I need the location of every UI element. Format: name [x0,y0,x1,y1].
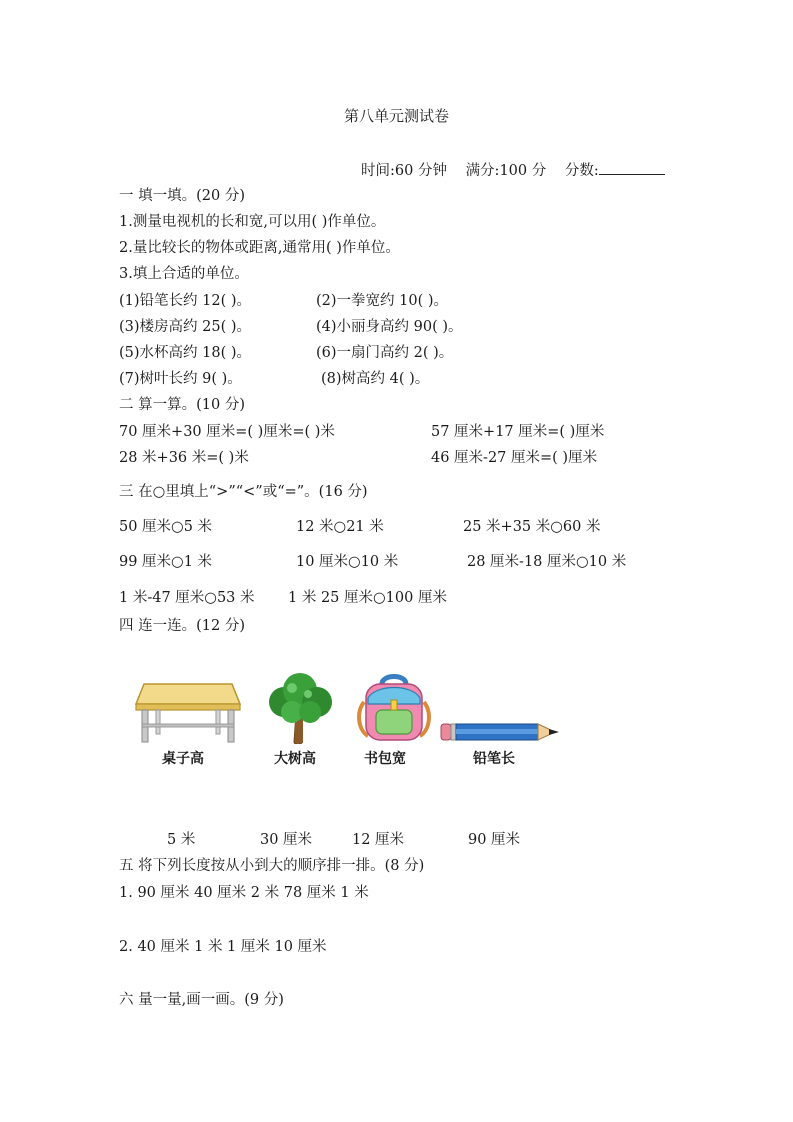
question-1-3: 3.填上合适的单位。 [119,266,249,282]
calc-item: 70 厘米+30 厘米=( )厘米=( )米 [119,424,335,440]
exam-header [361,160,679,180]
order-question-1: 1. 90 厘米 40 厘米 2 米 78 厘米 1 米 [119,885,369,901]
score-blank[interactable] [599,160,665,175]
compare-item: 99 厘米○1 米 [119,554,213,570]
schoolbag-illustration [356,672,432,744]
unit-item: (7)树叶长约 9( )。 [119,371,242,387]
match-value: 5 米 [167,832,196,848]
unit-item: (5)水杯高约 18( )。 [119,345,252,361]
unit-item: (6)一扇门高约 2( )。 [316,345,454,361]
table-illustration [134,672,242,744]
match-value: 90 厘米 [468,832,521,848]
compare-item: 25 米+35 米○60 米 [463,519,601,535]
section-6-heading: 六 量一量,画一画。(9 分) [119,992,284,1008]
question-1-1: 1.测量电视机的长和宽,可以用( )作单位。 [119,214,386,230]
unit-item: (1)铅笔长约 12( )。 [119,293,252,309]
match-value: 12 厘米 [352,832,405,848]
unit-item: (2)一拳宽约 10( )。 [316,293,449,309]
compare-item: 10 厘米○10 米 [296,554,399,570]
section-1-heading: 一 填一填。(20 分) [119,188,245,204]
compare-item: 50 厘米○5 米 [119,519,213,535]
caption-bag-width: 书包宽 [364,751,406,767]
section-5-heading: 五 将下列长度按从小到大的顺序排一排。(8 分) [119,858,425,874]
score-label: 分数: [564,163,599,179]
compare-item: 1 米-47 厘米○53 米 [119,590,255,606]
unit-item: (4)小丽身高约 90( )。 [316,319,463,335]
section-2-heading: 二 算一算。(10 分) [119,397,245,413]
caption-table-height: 桌子高 [162,751,204,767]
calc-item: 57 厘米+17 厘米=( )厘米 [431,424,605,440]
match-value: 30 厘米 [260,832,313,848]
caption-tree-height: 大树高 [274,751,316,767]
unit-item: (3)楼房高约 25( )。 [119,319,252,335]
compare-item: 1 米 25 厘米○100 厘米 [288,590,447,606]
compare-item: 28 厘米-18 厘米○10 米 [467,554,627,570]
calc-item: 46 厘米-27 厘米=( )厘米 [431,450,598,466]
full-score: 满分:100 分 [465,163,547,179]
pencil-illustration [439,672,563,744]
page-title: 第八单元测试卷 [343,107,449,125]
unit-item: (8)树高约 4( )。 [321,371,430,387]
section-4-heading: 四 连一连。(12 分) [119,618,245,634]
question-1-2: 2.量比较长的物体或距离,通常用( )作单位。 [119,240,400,256]
time-limit: 时间:60 分钟 [361,163,447,179]
compare-item: 12 米○21 米 [296,519,384,535]
tree-illustration [262,672,338,744]
calc-item: 28 米+36 米=( )米 [119,450,249,466]
section-3-heading: 三 在○里填上“>”“<”或“=”。(16 分) [119,484,368,500]
caption-pencil-length: 铅笔长 [473,751,515,767]
order-question-2: 2. 40 厘米 1 米 1 厘米 10 厘米 [119,939,327,955]
